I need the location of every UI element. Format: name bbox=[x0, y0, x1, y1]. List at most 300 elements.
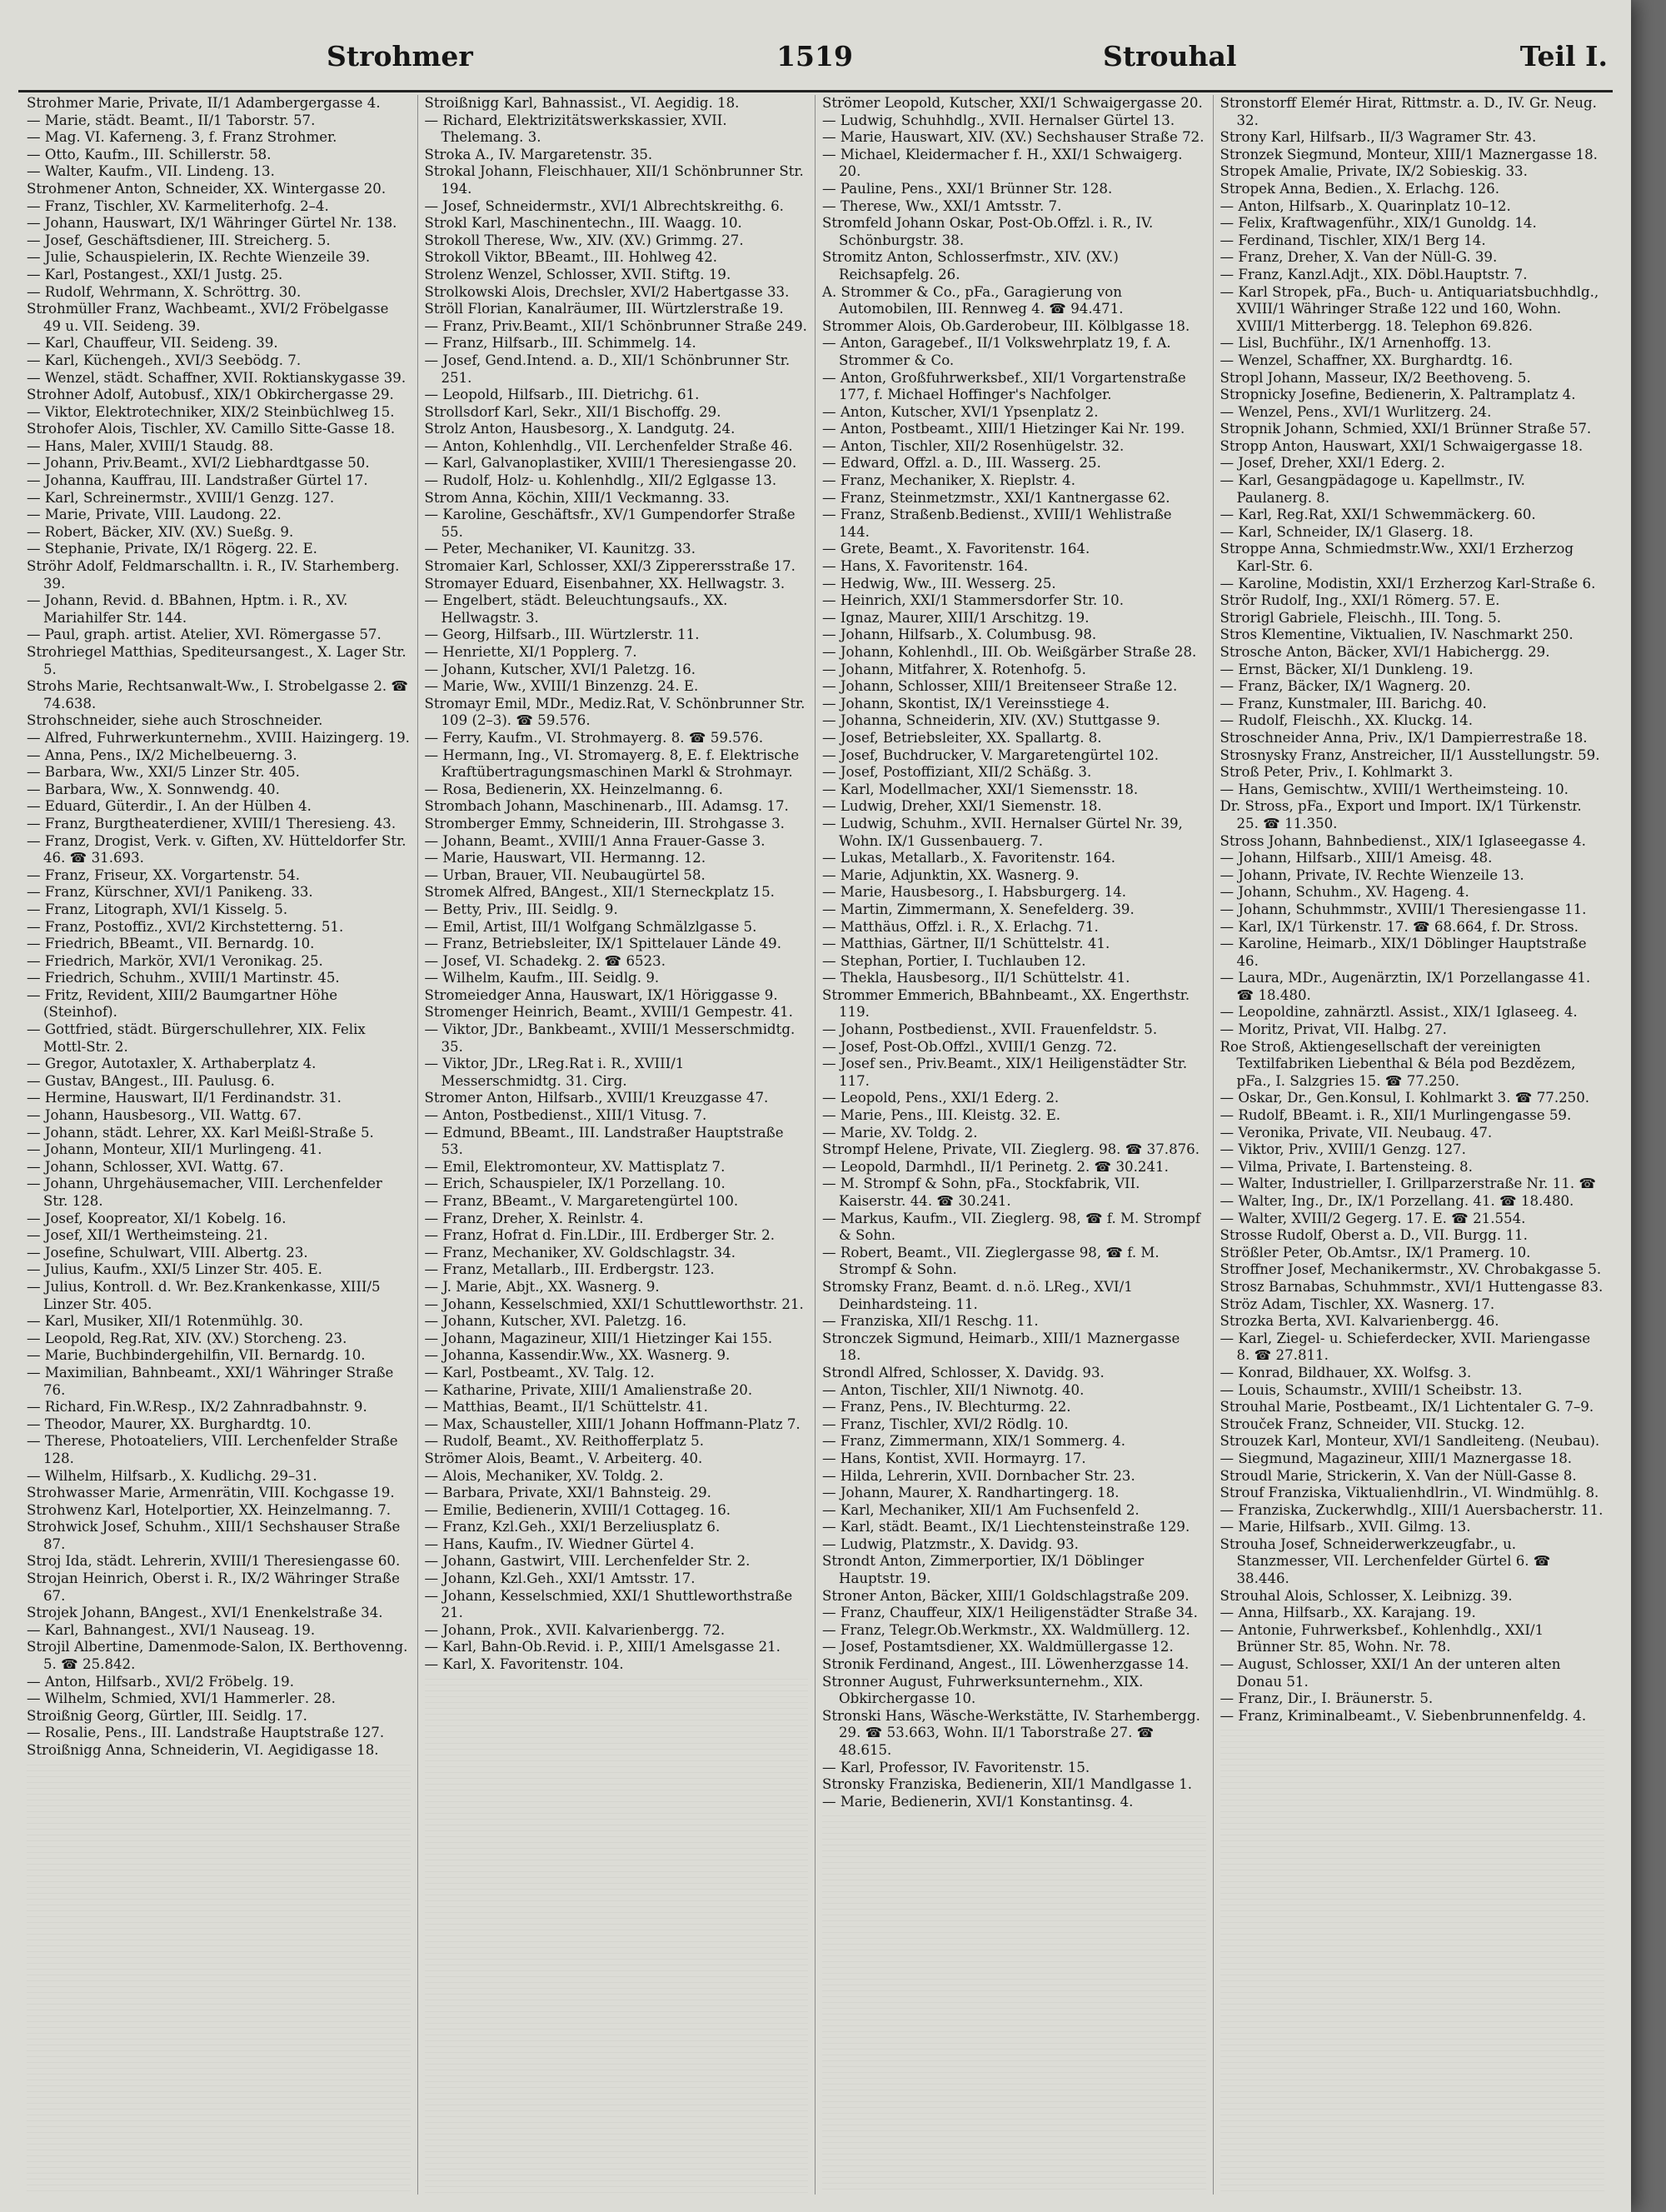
directory-entry: Stropek Amalie, Private, IX/2 Sobieskig. 33. bbox=[1220, 163, 1528, 180]
directory-entry: — J. Marie, Abjt., XX. Wasnerg. 9. bbox=[424, 1278, 660, 1295]
directory-entry: Dr. Stross, pFa., Export und Import. IX/1 Türkenstr. 25. ☎ 11.350. bbox=[1220, 798, 1582, 831]
directory-entry: — Richard, Fin.W.Resp., IX/2 Zahnradbahnstr. 9. bbox=[27, 1399, 367, 1416]
directory-entry: — Friedrich, BBeamt., VII. Bernardg. 10. bbox=[27, 936, 315, 952]
directory-entry: — Franz, Straßenb.Bedienst., XVIII/1 Wehlistraße 144. bbox=[822, 507, 1172, 540]
directory-entry: — Stephanie, Private, IX/1 Rögerg. 22. E. bbox=[27, 541, 317, 557]
directory-entry: — Franz, Mechaniker, X. Rieplstr. 4. bbox=[822, 472, 1075, 489]
directory-entry: — Lisl, Buchführ., IX/1 Arnenhoffg. 13. bbox=[1220, 335, 1492, 352]
directory-entry: — Josef, Koopreator, XI/1 Kobelg. 16. bbox=[27, 1210, 287, 1226]
directory-entry: Strohwenz Karl, Hotelportier, XX. Heinzelmanng. 7. bbox=[27, 1501, 392, 1518]
directory-entry: — Johann, Priv.Beamt., XVI/2 Liebhardtgasse 50. bbox=[27, 455, 370, 472]
directory-entry: — Josef, Post-Ob.Offzl., XVIII/1 Genzg. 72. bbox=[822, 1038, 1117, 1055]
directory-entry: — Johann, Monteur, XII/1 Murlingeng. 41. bbox=[27, 1141, 322, 1158]
directory-entry: — Ludwig, Schuhhdlg., XVII. Hernalser Gürtel 13. bbox=[822, 112, 1175, 128]
directory-entry: — Franz, Pens., IV. Blechturmg. 22. bbox=[822, 1399, 1071, 1416]
directory-entry: — Josef, VI. Schadekg. 2. ☎ 6523. bbox=[424, 952, 666, 969]
directory-entry: Strojek Johann, BAngest., XVI/1 Enenkelstraße 34. bbox=[27, 1605, 383, 1621]
directory-entry: Strorigl Gabriele, Fleischh., III. Tong. 5. bbox=[1220, 609, 1502, 626]
directory-entry: — Franz, Tischler, XVI/2 Rödlg. 10. bbox=[822, 1416, 1069, 1432]
directory-entry: — Rudolf, Holz- u. Kohlenhdlg., XII/2 Eglgasse 13. bbox=[424, 472, 777, 489]
directory-entry: — Johann, Kohlenhdl., III. Ob. Weißgärber Straße 28. bbox=[822, 644, 1197, 660]
directory-entry: Strohner Adolf, Autobusf., XIX/1 Obkirchergasse 29. bbox=[27, 387, 394, 403]
directory-entry: — Johann, Kesselschmied, XXI/1 Shuttleworthstraße 21. bbox=[424, 1587, 793, 1621]
directory-entry: — Walter, XVIII/2 Gegerg. 17. E. ☎ 21.554. bbox=[1220, 1210, 1526, 1226]
directory-entry: Strolkowski Alois, Drechsler, XVI/2 Habertgasse 33. bbox=[424, 283, 790, 300]
directory-entry: Strondt Anton, Zimmerportier, IX/1 Döblinger Hauptstr. 19. bbox=[822, 1553, 1145, 1587]
directory-entry: — Franz, Mechaniker, XV. Goldschlagstr. 34. bbox=[424, 1244, 736, 1261]
directory-entry: — Therese, Photoateliers, VIII. Lerchenfelder Straße 128. bbox=[27, 1433, 398, 1466]
directory-entry: — Henriette, XI/1 Popplerg. 7. bbox=[424, 644, 637, 660]
directory-entry: — Franz, BBeamt., V. Margaretengürtel 100. bbox=[424, 1193, 739, 1209]
directory-entry: — Rudolf, Beamt., XV. Reithofferplatz 5. bbox=[424, 1433, 704, 1450]
directory-entry: Strosnysky Franz, Anstreicher, II/1 Ausstellungstr. 59. bbox=[1220, 746, 1600, 763]
directory-entry: — Karl, IX/1 Türkenstr. 17. ☎ 68.664, f. Dr. Stross. bbox=[1220, 918, 1579, 935]
directory-entry: — Heinrich, XXI/1 Stammersdorfer Str. 10. bbox=[822, 592, 1124, 609]
directory-entry: — Leopoldine, zahnärztl. Assist., XIX/1 Iglaseeg. 4. bbox=[1220, 1004, 1578, 1021]
directory-entry: Strokoll Therese, Ww., XIV. (XV.) Grimmg. 27. bbox=[424, 232, 744, 248]
directory-entry: — Franz, Litograph, XVI/1 Kisselg. 5. bbox=[27, 901, 288, 917]
directory-entry: — Franz, Steinmetzmstr., XXI/1 Kantnergasse 62. bbox=[822, 489, 1170, 506]
directory-entry: — Marie, Hilfsarb., XVII. Gilmg. 13. bbox=[1220, 1519, 1471, 1535]
directory-entry: — Emilie, Bedienerin, XVIII/1 Cottageg. 16. bbox=[424, 1501, 731, 1518]
directory-entry: — Franz, Bäcker, IX/1 Wagnerg. 20. bbox=[1220, 678, 1471, 695]
directory-entry: Strony Karl, Hilfsarb., II/3 Wagramer Str. 43. bbox=[1220, 129, 1537, 146]
directory-entry: — Hans, Gemischtw., XVIII/1 Wertheimsteing. 10. bbox=[1220, 781, 1569, 797]
directory-entry: Roe Stroß, Aktiengesellschaft der vereinigten Textilfabriken Liebenthal & Béla pod Bezdězem, pFa., I. Salzgries 15. ☎ 77.250. bbox=[1220, 1038, 1576, 1089]
directory-entry: Stromitz Anton, Schlosserfmstr., XIV. (XV.) Reichsapfelg. 26. bbox=[822, 249, 1119, 282]
directory-entry: Strozka Berta, XVI. Kalvarienbergg. 46. bbox=[1220, 1313, 1499, 1330]
directory-entry: — Engelbert, städt. Beleuchtungsaufs., XX. Hellwagstr. 3. bbox=[424, 592, 728, 626]
directory-entry: — Johann, Schuhm., XV. Hageng. 4. bbox=[1220, 884, 1469, 901]
directory-entry: Strohmer Marie, Private, II/1 Adambergergasse 4. bbox=[27, 95, 381, 111]
directory-entry: Strohwick Josef, Schuhm., XIII/1 Sechshauser Straße 87. bbox=[27, 1519, 401, 1552]
directory-entry: — Anton, Garagebef., II/1 Volkswehrplatz 19, f. A. Strommer & Co. bbox=[822, 335, 1171, 368]
directory-column-1 bbox=[20, 95, 418, 2195]
directory-entry: — Johanna, Schneiderin, XIV. (XV.) Stuttgasse 9. bbox=[822, 712, 1160, 729]
directory-entry: — Pauline, Pens., XXI/1 Brünner Str. 128. bbox=[822, 180, 1113, 197]
directory-entry: — Josef, XII/1 Wertheimsteing. 21. bbox=[27, 1227, 268, 1244]
directory-entry: — Karoline, Geschäftsfr., XV/1 Gumpendorfer Straße 55. bbox=[424, 507, 796, 540]
directory-entry: — Viktor, JDr., LReg.Rat i. R., XVIII/1 Messerschmidtg. 31. Cirg. bbox=[424, 1056, 685, 1089]
directory-entry: — Johann, Skontist, IX/1 Vereinsstiege 4. bbox=[822, 695, 1110, 712]
directory-entry: — Walter, Kaufm., VII. Lindeng. 13. bbox=[27, 163, 275, 180]
directory-entry: Stroschneider Anna, Priv., IX/1 Dampierrestraße 18. bbox=[1220, 729, 1588, 746]
directory-entry: Ströz Adam, Tischler, XX. Wasnerg. 17. bbox=[1220, 1296, 1495, 1312]
directory-entry: Strokal Johann, Fleischhauer, XII/1 Schönbrunner Str. 194. bbox=[424, 163, 804, 197]
directory-entry: Stross Johann, Bahnbedienst., XIX/1 Iglaseegasse 4. bbox=[1220, 832, 1586, 849]
directory-entry: — Siegmund, Magazineur, XIII/1 Maznergasse 18. bbox=[1220, 1450, 1573, 1466]
directory-entry: — Grete, Beamt., X. Favoritenstr. 164. bbox=[822, 541, 1090, 557]
directory-entry: — Marie, Pens., III. Kleistg. 32. E. bbox=[822, 1107, 1061, 1124]
directory-entry: — Franz, Chauffeur, XIX/1 Heiligenstädter Straße 34. bbox=[822, 1605, 1198, 1621]
directory-entry: — Franz, Drogist, Verk. v. Giften, XV. Hütteldorfer Str. 46. ☎ 31.693. bbox=[27, 832, 407, 866]
directory-entry: — M. Strompf & Sohn, pFa., Stockfabrik, VII. Kaiserstr. 44. ☎ 30.241. bbox=[822, 1176, 1140, 1209]
page-number: 1519 bbox=[776, 40, 853, 72]
directory-entry: — Hans, X. Favoritenstr. 164. bbox=[822, 558, 1029, 575]
directory-entry: — Barbara, Ww., XXI/5 Linzer Str. 405. bbox=[27, 764, 300, 781]
directory-entry: Strolz Anton, Hausbesorg., X. Landgutg. 24. bbox=[424, 421, 736, 437]
directory-entry: — Richard, Elektrizitätswerkskassier, XVII. Thelemang. 3. bbox=[424, 112, 727, 146]
directory-entry: — Moritz, Privat, VII. Halbg. 27. bbox=[1220, 1021, 1447, 1038]
directory-entry: Strollsdorf Karl, Sekr., XII/1 Bischoffg. 29. bbox=[424, 403, 721, 420]
directory-entry: — Max, Schausteller, XIII/1 Johann Hoffmann-Platz 7. bbox=[424, 1416, 801, 1432]
directory-entry: — Franz, Dreher, X. Reinlstr. 4. bbox=[424, 1210, 644, 1226]
directory-entry: — Johann, Revid. d. BBahnen, Hptm. i. R., XV. Mariahilfer Str. 144. bbox=[27, 592, 348, 626]
directory-entry: Strosche Anton, Bäcker, XVI/1 Habichergg. 29. bbox=[1220, 644, 1550, 660]
directory-entry: — Franz, Dir., I. Bräunerstr. 5. bbox=[1220, 1690, 1434, 1707]
directory-entry: — Matthias, Gärtner, II/1 Schüttelstr. 41. bbox=[822, 936, 1110, 952]
directory-entry: — Franz, Metallarb., III. Erdbergstr. 123. bbox=[424, 1261, 715, 1278]
directory-entry: — Karoline, Modistin, XXI/1 Erzherzog Karl-Straße 6. bbox=[1220, 575, 1596, 592]
directory-entry: — Josef sen., Priv.Beamt., XIX/1 Heiligenstädter Str. 117. bbox=[822, 1056, 1188, 1089]
directory-entry: — Anton, Postbedienst., XIII/1 Vitusg. 7. bbox=[424, 1107, 707, 1124]
directory-column-2 bbox=[418, 95, 816, 2195]
directory-entry: Strouhal Marie, Postbeamt., IX/1 Lichtentaler G. 7–9. bbox=[1220, 1399, 1594, 1416]
directory-entry: Stromaier Karl, Schlosser, XXI/3 Zipperersstraße 17. bbox=[424, 558, 796, 575]
directory-entry: Strößler Peter, Ob.Amtsr., IX/1 Pramerg. 10. bbox=[1220, 1244, 1531, 1261]
directory-entry: — Josef, Dreher, XXI/1 Ederg. 2. bbox=[1220, 455, 1445, 472]
directory-entry: Stroißnig Georg, Gürtler, III. Seidlg. 17. bbox=[27, 1707, 307, 1724]
directory-entry: — Ludwig, Dreher, XXI/1 Siemenstr. 18. bbox=[822, 798, 1102, 815]
directory-entry: — Franz, Dreher, X. Van der Nüll-G. 39. bbox=[1220, 249, 1498, 266]
directory-entry: — Karl, Chauffeur, VII. Seideng. 39. bbox=[27, 335, 278, 352]
directory-entry: — Karl, Mechaniker, XII/1 Am Fuchsenfeld 2. bbox=[822, 1501, 1140, 1518]
directory-entry: — Viktor, Priv., XVIII/1 Genzg. 127. bbox=[1220, 1141, 1466, 1158]
directory-entry: — Markus, Kaufm., VII. Zieglerg. 98, ☎ f. M. Strompf & Sohn. bbox=[822, 1210, 1201, 1244]
directory-entry: — Mag. VI. Kaferneng. 3, f. Franz Strohmer. bbox=[27, 129, 337, 146]
directory-entry: — Johann, Kutscher, XVI/1 Paletzg. 16. bbox=[424, 661, 696, 677]
directory-entry: — Hans, Maler, XVIII/1 Staudg. 88. bbox=[27, 437, 274, 454]
directory-entry: — Wenzel, Schaffner, XX. Burghardtg. 16. bbox=[1220, 352, 1514, 368]
directory-entry: — Therese, Ww., XXI/1 Amtsstr. 7. bbox=[822, 197, 1062, 214]
directory-entry: — Rosa, Bedienerin, XX. Heinzelmanng. 6. bbox=[424, 781, 723, 797]
directory-entry: — Edmund, BBeamt., III. Landstraßer Hauptstraße 53. bbox=[424, 1124, 784, 1158]
directory-entry: — Matthias, Beamt., II/1 Schüttelstr. 41. bbox=[424, 1399, 708, 1416]
directory-entry: — Hans, Kaufm., IV. Wiedner Gürtel 4. bbox=[424, 1535, 695, 1552]
directory-entry: — Ferry, Kaufm., VI. Strohmayerg. 8. ☎ 59.576. bbox=[424, 729, 764, 746]
directory-entry: — Franz, Hofrat d. Fin.LDir., III. Erdberger Str. 2. bbox=[424, 1227, 776, 1244]
directory-entry: — Viktor, JDr., Bankbeamt., XVIII/1 Messerschmidtg. 35. bbox=[424, 1021, 796, 1055]
directory-entry: — Franziska, XII/1 Reschg. 11. bbox=[822, 1313, 1039, 1330]
directory-entry: Ströll Florian, Kanalräumer, III. Würtzlerstraße 19. bbox=[424, 301, 784, 317]
directory-entry: — Emil, Elektromonteur, XV. Mattisplatz 7. bbox=[424, 1158, 726, 1175]
directory-entry: Strohmüller Franz, Wachbeamt., XVI/2 Fröbelgasse 49 u. VII. Seideng. 39. bbox=[27, 301, 389, 334]
directory-entry: — Franz, Kanzl.Adjt., XIX. Döbl.Hauptstr. 7. bbox=[1220, 266, 1528, 282]
directory-entry: — Franz, Postoffiz., XVI/2 Kirchstetterng. 51. bbox=[27, 918, 344, 935]
directory-entry: — Karl, Modellmacher, XXI/1 Siemensstr. 18. bbox=[822, 781, 1139, 797]
directory-entry: Stronzek Siegmund, Monteur, XIII/1 Maznergasse 18. bbox=[1220, 146, 1598, 162]
directory-entry: — Theodor, Maurer, XX. Burghardtg. 10. bbox=[27, 1416, 312, 1432]
directory-entry: Strohs Marie, Rechtsanwalt-Ww., I. Strobelgasse 2. ☎ 74.638. bbox=[27, 678, 409, 712]
directory-entry: — Karoline, Heimarb., XIX/1 Döblinger Hauptstraße 46. bbox=[1220, 936, 1587, 969]
directory-entry: — Anton, Kutscher, XVI/1 Ypsenplatz 2. bbox=[822, 403, 1099, 420]
directory-entry: — Johann, Hausbesorg., VII. Wattg. 67. bbox=[27, 1107, 302, 1124]
directory-entry: Strojan Heinrich, Oberst i. R., IX/2 Währinger Straße 67. bbox=[27, 1570, 400, 1604]
directory-entry: — Karl, Postbeamt., XV. Talg. 12. bbox=[424, 1364, 655, 1381]
directory-entry: — Marie, Buchbindergehilfin, VII. Bernardg. 10. bbox=[27, 1347, 366, 1364]
directory-entry: — Ludwig, Schuhm., XVII. Hernalser Gürtel Nr. 39, Wohn. IX/1 Gussenbauerg. 7. bbox=[822, 815, 1183, 849]
directory-entry: — Franz, Telegr.Ob.Werkmstr., XX. Waldmüllerg. 12. bbox=[822, 1621, 1190, 1638]
directory-entry: — Georg, Hilfsarb., III. Würtzlerstr. 11. bbox=[424, 627, 700, 643]
directory-entry: — Leopold, Darmhdl., II/1 Perinetg. 2. ☎ 30.241. bbox=[822, 1158, 1169, 1175]
directory-entry: — Rosalie, Pens., III. Landstraße Hauptstraße 127. bbox=[27, 1725, 385, 1741]
directory-entry: — Anton, Tischler, XII/2 Rosenhügelstr. 32. bbox=[822, 437, 1125, 454]
directory-entry: Strolenz Wenzel, Schlosser, XVII. Stiftg. 19. bbox=[424, 266, 731, 282]
directory-entry: — Anton, Hilfsarb., XVI/2 Fröbelg. 19. bbox=[27, 1673, 294, 1690]
directory-entry: — Fritz, Revident, XIII/2 Baumgartner Höhe (Steinhof). bbox=[27, 986, 338, 1021]
directory-entry: — Gustav, BAngest., III. Paulusg. 6. bbox=[27, 1072, 275, 1089]
directory-entry: — Karl, Bahn-Ob.Revid. i. P., XIII/1 Amelsgasse 21. bbox=[424, 1639, 781, 1655]
directory-entry: — Marie, Hausbesorg., I. Habsburgerg. 14. bbox=[822, 884, 1127, 901]
directory-entry: — Oskar, Dr., Gen.Konsul, I. Kohlmarkt 3. ☎ 77.250. bbox=[1220, 1090, 1590, 1106]
directory-entry: — Ludwig, Platzmstr., X. Davidg. 93. bbox=[822, 1535, 1079, 1552]
directory-entry: — Julie, Schauspielerin, IX. Rechte Wienzeile 39. bbox=[27, 249, 371, 266]
directory-entry: — Anton, Großfuhrwerksbef., XII/1 Vorgartenstraße 177, f. Michael Hoffinger's Nachfolger. bbox=[822, 369, 1186, 403]
directory-entry: — Emil, Artist, III/1 Wolfgang Schmälzlgasse 5. bbox=[424, 918, 757, 935]
directory-entry: — Karl, X. Favoritenstr. 104. bbox=[424, 1656, 624, 1673]
directory-entry: — Wenzel, städt. Schaffner, XVII. Roktianskygasse 39. bbox=[27, 369, 407, 386]
directory-entry: Stromer Anton, Hilfsarb., XVIII/1 Kreuzgasse 47. bbox=[424, 1090, 769, 1106]
directory-column-4 bbox=[1214, 95, 1612, 2195]
directory-entry: Stromayer Eduard, Eisenbahner, XX. Hellwagstr. 3. bbox=[424, 575, 786, 592]
directory-entry: — Johann, Uhrgehäusemacher, VIII. Lerchenfelder Str. 128. bbox=[27, 1176, 382, 1209]
directory-entry: — Johann, Magazineur, XIII/1 Hietzinger Kai 155. bbox=[424, 1330, 773, 1346]
directory-entry: — Karl, Gesangpädagoge u. Kapellmstr., IV. Paulanerg. 8. bbox=[1220, 472, 1525, 506]
directory-entry: — Lukas, Metallarb., X. Favoritenstr. 164. bbox=[822, 850, 1116, 866]
directory-entry: Stropp Anton, Hauswart, XXI/1 Schwaigergasse 18. bbox=[1220, 437, 1584, 454]
directory-entry: — Betty, Priv., III. Seidlg. 9. bbox=[424, 901, 618, 917]
directory-entry: — Robert, Beamt., VII. Zieglergasse 98, ☎ f. M. Strompf & Sohn. bbox=[822, 1244, 1160, 1278]
directory-entry: — Anna, Pens., IX/2 Michelbeuerng. 3. bbox=[27, 746, 297, 763]
directory-entry: — Edward, Offzl. a. D., III. Wasserg. 25. bbox=[822, 455, 1101, 472]
directory-entry: — Johann, Prok., XVII. Kalvarienbergg. 72. bbox=[424, 1621, 726, 1638]
directory-entry: — Johann, Kzl.Geh., XXI/1 Amtsstr. 17. bbox=[424, 1570, 696, 1587]
directory-entry: Strohofer Alois, Tischler, XV. Camillo Sitte-Gasse 18. bbox=[27, 421, 396, 437]
directory-entry: — Rudolf, BBeamt. i. R., XII/1 Murlingengasse 59. bbox=[1220, 1107, 1572, 1124]
directory-entry: — Friedrich, Schuhm., XVIII/1 Martinstr. 45. bbox=[27, 970, 340, 986]
directory-entry: — Barbara, Private, XXI/1 Bahnsteig. 29. bbox=[424, 1485, 711, 1501]
directory-entry: Strokoll Viktor, BBeamt., III. Hohlweg 42. bbox=[424, 249, 718, 266]
directory-entry: Stroß Peter, Priv., I. Kohlmarkt 3. bbox=[1220, 764, 1454, 781]
directory-entry: Stroudl Marie, Strickerin, X. Van der Nüll-Gasse 8. bbox=[1220, 1467, 1577, 1484]
directory-entry: — Eduard, Güterdir., I. An der Hülben 4. bbox=[27, 798, 312, 815]
directory-entry: — Karl, Bahnangest., XVI/1 Nauseag. 19. bbox=[27, 1621, 316, 1638]
directory-entry: — Thekla, Hausbesorg., II/1 Schüttelstr. 41. bbox=[822, 970, 1130, 986]
directory-entry: — Johann, Kesselschmied, XXI/1 Schuttleworthstr. 21. bbox=[424, 1296, 804, 1312]
directory-entry: — Martin, Zimmermann, X. Senefelderg. 39. bbox=[822, 901, 1135, 917]
directory-entry: — Antonie, Fuhrwerksbef., Kohlenhdlg., XXI/1 Brünner Str. 85, Wohn. Nr. 78. bbox=[1220, 1621, 1544, 1655]
directory-entry: — Wilhelm, Kaufm., III. Seidlg. 9. bbox=[424, 970, 660, 986]
header-right-title: Strouhal bbox=[1103, 40, 1237, 72]
directory-entry: — Josef, Schneidermstr., XVI/1 Albrechtskreithg. 6. bbox=[424, 197, 784, 214]
directory-entry: Stronski Hans, Wäsche-Werkstätte, IV. Starhembergg. 29. ☎ 53.663, Wohn. II/1 Taborstraße 27. ☎ 48.615. bbox=[822, 1707, 1200, 1758]
directory-entry: — Walter, Industrieller, I. Grillparzerstraße Nr. 11. ☎ bbox=[1220, 1176, 1597, 1192]
directory-entry: Stromek Alfred, BAngest., XII/1 Sterneckplatz 15. bbox=[424, 884, 775, 901]
directory-entry: Stropek Anna, Bedien., X. Erlachg. 126. bbox=[1220, 180, 1500, 197]
directory-entry: — Marie, Hauswart, VII. Hermanng. 12. bbox=[424, 850, 706, 866]
page-header bbox=[17, 37, 1613, 87]
directory-entry: — Johann, Hauswart, IX/1 Währinger Gürtel Nr. 138. bbox=[27, 215, 397, 232]
directory-entry: — Rudolf, Wehrmann, X. Schröttrg. 30. bbox=[27, 283, 302, 300]
directory-entry: — Johann, Schlosser, XIII/1 Breitenseer Straße 12. bbox=[822, 678, 1178, 695]
directory-entry: — Johann, städt. Lehrer, XX. Karl Meißl-Straße 5. bbox=[27, 1124, 374, 1141]
directory-entry: Strohwasser Marie, Armenrätin, VIII. Kochgasse 19. bbox=[27, 1485, 395, 1501]
directory-entry: — Karl, städt. Beamt., IX/1 Liechtensteinstraße 129. bbox=[822, 1519, 1190, 1535]
directory-entry: Stromsky Franz, Beamt. d. n.ö. LReg., XVI/1 Deinhardsteing. 11. bbox=[822, 1278, 1133, 1312]
directory-entry: — Karl Stropek, pFa., Buch- u. Antiquariatsbuchhdlg., XVIII/1 Währinger Straße 122 und 160, Wohn. XVIII/1 Mitterbergg. 18. Telephon 69.826. bbox=[1220, 283, 1599, 334]
directory-entry: — Johann, Maurer, X. Randhartingerg. 18. bbox=[822, 1485, 1120, 1501]
directory-entry: Strompf Helene, Private, VII. Zieglerg. 98. ☎ 37.876. bbox=[822, 1141, 1200, 1158]
directory-entry: — Anton, Hilfsarb., X. Quarinplatz 10–12. bbox=[1220, 197, 1511, 214]
header-left-title: Strohmer bbox=[327, 40, 473, 72]
directory-entry: — Karl, Schneider, IX/1 Glaserg. 18. bbox=[1220, 523, 1474, 540]
header-part-label: Teil I. bbox=[1519, 40, 1608, 72]
directory-entry: Stros Klementine, Viktualien, IV. Naschmarkt 250. bbox=[1220, 627, 1574, 643]
directory-entry: Strosz Barnabas, Schuhmmstr., XVI/1 Huttengasse 83. bbox=[1220, 1278, 1604, 1295]
directory-entry: — Josef, Geschäftsdiener, III. Streicherg. 5. bbox=[27, 232, 331, 248]
directory-entry: — Karl, Musiker, XII/1 Rotenmühlg. 30. bbox=[27, 1313, 303, 1330]
directory-entry: — Vilma, Private, I. Bartensteing. 8. bbox=[1220, 1158, 1473, 1175]
directory-entry: — Robert, Bäcker, XIV. (XV.) Sueßg. 9. bbox=[27, 523, 294, 540]
directory-entry: — Marie, Adjunktin, XX. Wasnerg. 9. bbox=[822, 866, 1080, 883]
directory-entry: Stropnik Johann, Schmied, XXI/1 Brünner Straße 57. bbox=[1220, 421, 1592, 437]
directory-entry: — August, Schlosser, XXI/1 An der unteren alten Donau 51. bbox=[1220, 1656, 1561, 1690]
directory-entry: — Franz, Tischler, XV. Karmeliterhofg. 2–4. bbox=[27, 197, 329, 214]
directory-entry: Stromeiedger Anna, Hauswart, IX/1 Höriggasse 9. bbox=[424, 986, 778, 1003]
directory-entry: — Josef, Postamtsdiener, XX. Waldmüllergasse 12. bbox=[822, 1639, 1174, 1655]
directory-entry: — Josef, Buchdrucker, V. Margaretengürtel 102. bbox=[822, 746, 1160, 763]
directory-entry: — Franz, Kunstmaler, III. Barichg. 40. bbox=[1220, 695, 1487, 712]
directory-entry: Stroppe Anna, Schmiedmstr.Ww., XXI/1 Erzherzog Karl-Str. 6. bbox=[1220, 541, 1574, 575]
directory-entry: Stroißnigg Anna, Schneiderin, VI. Aegidigasse 18. bbox=[27, 1742, 379, 1758]
directory-entry: — Johann, Kutscher, XVI. Paletzg. 16. bbox=[424, 1313, 687, 1330]
directory-entry: — Karl, Professor, IV. Favoritenstr. 15. bbox=[822, 1759, 1090, 1775]
directory-entry: — Franz, Kürschner, XVI/1 Panikeng. 33. bbox=[27, 884, 313, 901]
directory-entry: Stronczek Sigmund, Heimarb., XIII/1 Maznergasse 18. bbox=[822, 1330, 1180, 1364]
directory-entry: — Johann, Private, IV. Rechte Wienzeile 13. bbox=[1220, 866, 1524, 883]
directory-entry: — Franziska, Zuckerwhdlg., XIII/1 Auersbacherstr. 11. bbox=[1220, 1501, 1604, 1518]
directory-entry: — Ferdinand, Tischler, XIX/1 Berg 14. bbox=[1220, 232, 1486, 248]
directory-entry: — Urban, Brauer, VII. Neubaugürtel 58. bbox=[424, 866, 706, 883]
directory-entry: Strondl Alfred, Schlosser, X. Davidg. 93. bbox=[822, 1364, 1105, 1381]
directory-columns bbox=[20, 95, 1611, 2195]
directory-entry: — Karl, Galvanoplastiker, XVIII/1 Theresiengasse 20. bbox=[424, 455, 797, 472]
directory-entry: — Johann, Hilfsarb., X. Columbusg. 98. bbox=[822, 627, 1097, 643]
directory-entry: — Johann, Mitfahrer, X. Rotenhofg. 5. bbox=[822, 661, 1086, 677]
directory-entry: — Ernst, Bäcker, XI/1 Dunkleng. 19. bbox=[1220, 661, 1474, 677]
directory-entry: — Hedwig, Ww., III. Wesserg. 25. bbox=[822, 575, 1056, 592]
directory-entry: — Peter, Mechaniker, VI. Kaunitzg. 33. bbox=[424, 541, 696, 557]
directory-entry: Stropl Johann, Masseur, IX/2 Beethoveng. 5. bbox=[1220, 369, 1531, 386]
directory-entry: Stropnicky Josefine, Bedienerin, X. Paltramplatz 4. bbox=[1220, 387, 1576, 403]
directory-entry: Stronstorff Elemér Hirat, Rittmstr. a. D., IV. Gr. Neug. 32. bbox=[1220, 95, 1597, 128]
directory-entry: — Laura, MDr., Augenärztin, IX/1 Porzellangasse 41. ☎ 18.480. bbox=[1220, 970, 1591, 1003]
directory-entry: — Louis, Schaumstr., XVIII/1 Scheibstr. 13. bbox=[1220, 1381, 1523, 1398]
directory-entry: — Franz, Priv.Beamt., XII/1 Schönbrunner Straße 249. bbox=[424, 317, 807, 334]
directory-entry: — Erich, Schauspieler, IX/1 Porzellang. 10. bbox=[424, 1176, 726, 1192]
directory-entry: Stroka A., IV. Margaretenstr. 35. bbox=[424, 146, 653, 162]
directory-entry: Strömer Leopold, Kutscher, XXI/1 Schwaigergasse 20. bbox=[822, 95, 1203, 111]
directory-entry: Stroj Ida, städt. Lehrerin, XVIII/1 Theresiengasse 60. bbox=[27, 1553, 401, 1570]
directory-entry: — Marie, Ww., XVIII/1 Binzenzg. 24. E. bbox=[424, 678, 699, 695]
directory-entry: Strör Rudolf, Ing., XXI/1 Römerg. 57. E. bbox=[1220, 592, 1500, 609]
directory-entry: — Konrad, Bildhauer, XX. Wolfsg. 3. bbox=[1220, 1364, 1472, 1381]
directory-entry: — Josefine, Schulwart, VIII. Albertg. 23. bbox=[27, 1244, 308, 1261]
directory-entry: — Johann, Postbedienst., XVII. Frauenfeldstr. 5. bbox=[822, 1021, 1158, 1038]
directory-entry: Strohschneider, siehe auch Stroschneider. bbox=[27, 712, 323, 729]
directory-entry: — Anton, Kohlenhdlg., VII. Lerchenfelder Straße 46. bbox=[424, 437, 793, 454]
directory-entry: — Josef, Gend.Intend. a. D., XII/1 Schönbrunner Str. 251. bbox=[424, 352, 791, 386]
directory-entry: — Gottfried, städt. Bürgerschullehrer, XIX. Felix Mottl-Str. 2. bbox=[27, 1021, 366, 1055]
directory-entry: Stromenger Heinrich, Beamt., XVIII/1 Gempestr. 41. bbox=[424, 1004, 793, 1021]
directory-entry: — Karl, Postangest., XXI/1 Justg. 25. bbox=[27, 266, 283, 282]
directory-entry: Strouf Franziska, Viktualienhdlrin., VI. Windmühlg. 8. bbox=[1220, 1485, 1599, 1501]
directory-entry: Stronsky Franziska, Bedienerin, XII/1 Mandlgasse 1. bbox=[822, 1776, 1193, 1793]
directory-entry: — Julius, Kontroll. d. Wr. Bez.Krankenkasse, XIII/5 Linzer Str. 405. bbox=[27, 1278, 381, 1312]
directory-entry: A. Strommer & Co., pFa., Garagierung von Automobilen, III. Rennweg 4. ☎ 94.471. bbox=[822, 283, 1124, 317]
directory-entry: — Alfred, Fuhrwerkunternehm., XVIII. Haizingerg. 19. bbox=[27, 729, 410, 746]
directory-entry: — Katharine, Private, XIII/1 Amalienstraße 20. bbox=[424, 1381, 753, 1398]
directory-entry: — Barbara, Ww., X. Sonnwendg. 40. bbox=[27, 781, 280, 797]
directory-entry: — Hermine, Hauswart, II/1 Ferdinandstr. 31. bbox=[27, 1090, 342, 1106]
directory-entry: — Karl, Küchengeh., XVI/3 Seebödg. 7. bbox=[27, 352, 302, 368]
directory-entry: Strouček Franz, Schneider, VII. Stuckg. 12. bbox=[1220, 1416, 1525, 1432]
directory-entry: — Viktor, Elektrotechniker, XIX/2 Steinbüchlweg 15. bbox=[27, 403, 395, 420]
directory-entry: — Johann, Hilfsarb., XIII/1 Ameisg. 48. bbox=[1220, 850, 1493, 866]
directory-entry: — Johann, Gastwirt, VIII. Lerchenfelder Str. 2. bbox=[424, 1553, 751, 1570]
directory-entry: — Hermann, Ing., VI. Stromayerg. 8, E. f. Elektrische Kraftübertragungsmaschinen Markl & Strohmayr. bbox=[424, 746, 800, 781]
directory-entry: Ströhr Adolf, Feldmarschalltn. i. R., IV. Starhemberg. 39. bbox=[27, 558, 400, 592]
directory-entry: Stroner Anton, Bäcker, XIII/1 Goldschlagstraße 209. bbox=[822, 1587, 1190, 1604]
directory-entry: — Stephan, Portier, I. Tuchlauben 12. bbox=[822, 952, 1086, 969]
directory-entry: — Marie, städt. Beamt., II/1 Taborstr. 57. bbox=[27, 112, 316, 128]
directory-entry: — Ignaz, Maurer, XIII/1 Arschitzg. 19. bbox=[822, 609, 1090, 626]
directory-entry: Strommer Alois, Ob.Garderobeur, III. Kölblgasse 18. bbox=[822, 317, 1190, 334]
directory-entry: Stromayr Emil, MDr., Mediz.Rat, V. Schönbrunner Str. 109 (2–3). ☎ 59.576. bbox=[424, 695, 806, 729]
directory-entry: — Franz, Betriebsleiter, IX/1 Spittelauer Lände 49. bbox=[424, 936, 782, 952]
directory-entry: — Johanna, Kassendir.Ww., XX. Wasnerg. 9. bbox=[424, 1347, 731, 1364]
directory-entry: — Johann, Schuhmmstr., XVIII/1 Theresiengasse 11. bbox=[1220, 901, 1587, 917]
directory-entry: Stroffner Josef, Mechanikermstr., XV. Chrobakgasse 5. bbox=[1220, 1261, 1602, 1278]
directory-entry: — Leopold, Hilfsarb., III. Dietrichg. 61. bbox=[424, 387, 700, 403]
directory-entry: — Michael, Kleidermacher f. H., XXI/1 Schwaigerg. 20. bbox=[822, 146, 1183, 180]
directory-entry: Strouhal Alois, Schlosser, X. Leibnizg. 39. bbox=[1220, 1587, 1513, 1604]
directory-entry: — Anna, Hilfsarb., XX. Karajang. 19. bbox=[1220, 1605, 1476, 1621]
directory-entry: — Franz, Kzl.Geh., XXI/1 Berzeliusplatz 6. bbox=[424, 1519, 721, 1535]
directory-entry: — Karl, Schreinermstr., XVIII/1 Genzg. 127. bbox=[27, 489, 335, 506]
directory-entry: Stroißnigg Karl, Bahnassist., VI. Aegidig. 18. bbox=[424, 95, 740, 111]
directory-entry: — Franz, Zimmermann, XIX/1 Sommerg. 4. bbox=[822, 1433, 1125, 1450]
directory-column-3 bbox=[816, 95, 1214, 2195]
directory-entry: Strombach Johann, Maschinenarb., III. Adamsg. 17. bbox=[424, 798, 789, 815]
directory-entry: — Franz, Kriminalbeamt., V. Siebenbrunnenfeldg. 4. bbox=[1220, 1707, 1587, 1724]
header-rule bbox=[18, 90, 1613, 92]
directory-entry: — Walter, Ing., Dr., IX/1 Porzellang. 41. ☎ 18.480. bbox=[1220, 1193, 1574, 1209]
directory-entry: — Karl, Reg.Rat, XXI/1 Schwemmäckerg. 60. bbox=[1220, 507, 1536, 523]
directory-entry: — Anton, Tischler, XII/1 Niwnotg. 40. bbox=[822, 1381, 1085, 1398]
directory-entry: — Marie, Hauswart, XIV. (XV.) Sechshauser Straße 72. bbox=[822, 129, 1205, 146]
directory-entry: — Franz, Hilfsarb., III. Schimmelg. 14. bbox=[424, 335, 696, 352]
directory-entry: Strom Anna, Köchin, XIII/1 Veckmanng. 33. bbox=[424, 489, 730, 506]
directory-entry: Stromberger Emmy, Schneiderin, III. Strohgasse 3. bbox=[424, 815, 785, 831]
directory-entry: Strojil Albertine, Damenmode-Salon, IX. Berthovenng. 5. ☎ 25.842. bbox=[27, 1639, 408, 1673]
directory-entry: — Wilhelm, Schmied, XVI/1 Hammerlег. 28. bbox=[27, 1690, 336, 1707]
directory-entry: Strokl Karl, Maschinentechn., III. Waagg. 10. bbox=[424, 215, 742, 232]
directory-entry: — Friedrich, Markör, XVI/1 Veronikag. 25. bbox=[27, 952, 323, 969]
directory-entry: Stromfeld Johann Oskar, Post-Ob.Offzl. i. R., IV. Schönburgstr. 38. bbox=[822, 215, 1154, 248]
directory-entry: — Hilda, Lehrerin, XVII. Dornbacher Str. 23. bbox=[822, 1467, 1135, 1484]
directory-entry: Strommer Emmerich, BBahnbeamt., XX. Engerthstr. 119. bbox=[822, 986, 1190, 1021]
